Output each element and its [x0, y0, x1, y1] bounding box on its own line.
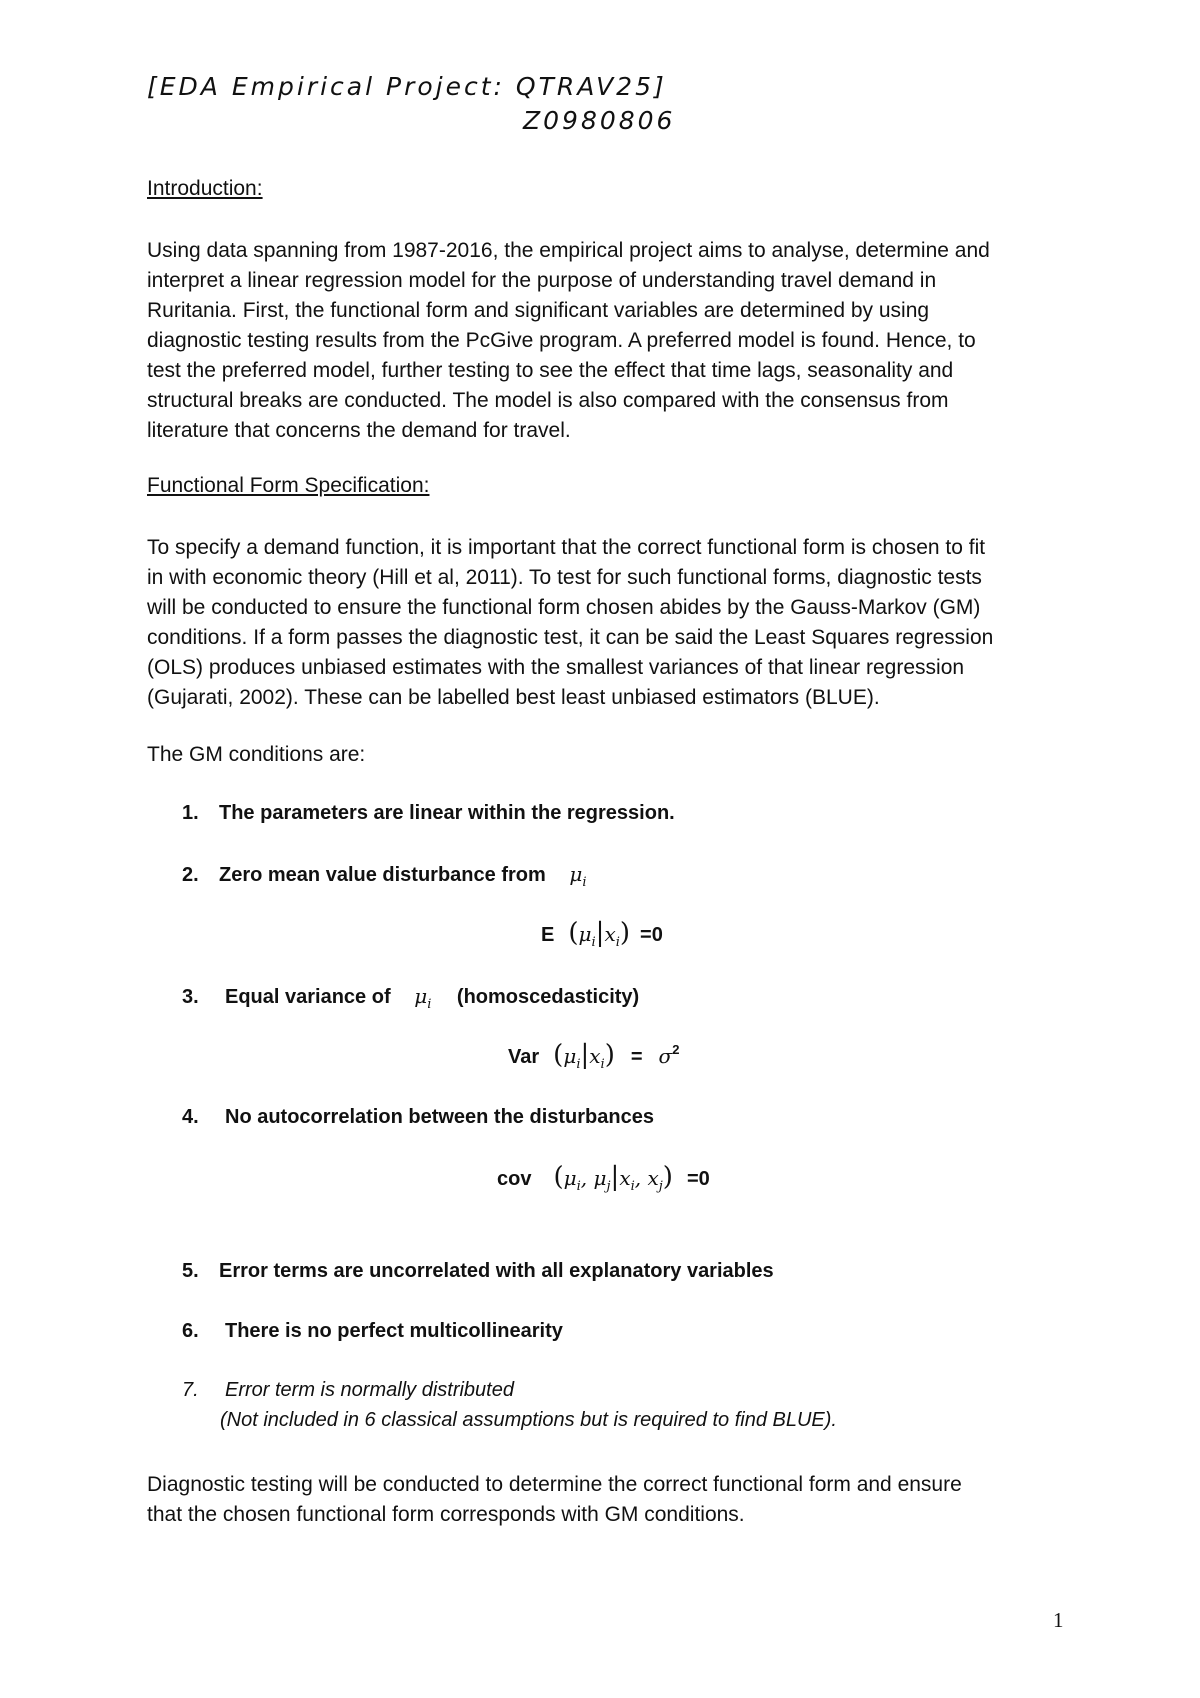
paragraph-line: diagnostic testing results from the PcGive program. A preferred model is found. Hence, to [147, 329, 976, 352]
mu-i-symbol [414, 984, 432, 1012]
condition-note: (Not included in 6 classical assumptions but is required to find BLUE). [220, 1409, 837, 1431]
functional-form-paragraph [147, 533, 1077, 713]
gm-intro [147, 740, 1077, 770]
list-number: 3. [182, 986, 199, 1008]
paragraph-line: To specify a demand function, it is important that the correct functional form is chosen to fit [147, 536, 986, 559]
no-autocorrelation-equation: cov ($\mu_i$, $\mu_j|x_i$, $x_j) =0$ [497, 1162, 710, 1194]
introduction-paragraph [147, 236, 1077, 446]
x-glyph: x [647, 1166, 659, 1190]
functional-form-heading: Functional Form Specification: [147, 474, 430, 497]
mu-glyph: μ [414, 984, 428, 1008]
list-number: 5. [182, 1260, 199, 1282]
paragraph-line: Diagnostic testing will be conducted to determine the correct functional form and ensure [147, 1473, 962, 1496]
subscript: j [606, 1179, 611, 1194]
x-glyph: x [619, 1166, 631, 1190]
document-title: [EDA Empirical Project: QTRAV25] [147, 72, 667, 101]
gm-condition-7 [182, 1379, 837, 1432]
subscript: i [576, 1179, 581, 1194]
condition-text: Error term is normally distributed [225, 1379, 514, 1401]
subscript: i [600, 1057, 605, 1072]
mu-glyph: μ [578, 922, 592, 946]
gm-condition-6 [182, 1320, 563, 1343]
mu-glyph: μ [563, 1044, 577, 1068]
condition-text: No autocorrelation between the disturbances [225, 1106, 654, 1128]
list-number: 7. [182, 1379, 199, 1401]
mu-glyph: μ [569, 862, 583, 886]
gm-condition-3 [182, 984, 639, 1012]
zero-mean-equation: E $(\mu_i|x_i) =0$ [541, 918, 663, 950]
paragraph-line: Using data spanning from 1987-2016, the empirical project aims to analyse, determine and [147, 239, 990, 262]
gm-condition-1 [182, 802, 675, 825]
paragraph-line: structural breaks are conducted. The model is also compared with the consensus from [147, 389, 949, 412]
gm-intro-text: The GM conditions are: [147, 743, 366, 766]
subscript: i [576, 1057, 581, 1072]
paragraph-line: conditions. If a form passes the diagnostic test, it can be said the Least Squares regression [147, 626, 994, 649]
superscript: 2 [672, 1042, 680, 1057]
gm-condition-5 [182, 1260, 774, 1283]
subscript: i [615, 935, 620, 950]
equation-rhs: = [630, 1046, 643, 1068]
mu-i-symbol [569, 862, 587, 890]
paragraph-line: interpret a linear regression model for the purpose of understanding travel demand in [147, 269, 937, 292]
subscript: i [591, 935, 596, 950]
paragraph-line: will be conducted to ensure the functional form chosen abides by the Gauss-Markov (GM) [147, 596, 981, 619]
paragraph-line: in with economic theory (Hill et al, 2011). To test for such functional forms, diagnostic tests [147, 566, 982, 589]
list-number: 4. [182, 1106, 199, 1128]
condition-text: The parameters are linear within the regression. [219, 802, 675, 824]
condition-suffix: (homoscedasticity) [456, 986, 640, 1008]
mu-glyph: μ [563, 1166, 577, 1190]
list-number: 2. [182, 864, 199, 886]
condition-text: Equal variance of [225, 986, 391, 1008]
subscript: i [582, 875, 587, 890]
covariance-operator: cov [497, 1168, 532, 1190]
gm-condition-4 [182, 1106, 654, 1129]
paragraph-line: that the chosen functional form corresponds with GM conditions. [147, 1503, 745, 1526]
condition-text: Zero mean value disturbance from [219, 864, 546, 886]
subscript: i [630, 1179, 635, 1194]
subscript: j [658, 1179, 663, 1194]
variance-operator: Var [508, 1046, 540, 1068]
condition-text: There is no perfect multicollinearity [225, 1320, 563, 1342]
homoscedasticity-equation: Var $(\mu_i|x_i) = \sigma^2$ [508, 1040, 680, 1072]
gm-condition-2 [182, 862, 587, 890]
sigma-glyph: σ [658, 1044, 673, 1068]
paragraph-line: literature that concerns the demand for travel. [147, 419, 571, 442]
paragraph-line: (OLS) produces unbiased estimates with the smallest variances of that linear regression [147, 656, 965, 679]
expectation-operator: E [541, 924, 555, 946]
x-glyph: x [589, 1044, 601, 1068]
student-id: Z0980806 [523, 106, 676, 135]
list-number: 1. [182, 802, 199, 824]
paragraph-line: Ruritania. First, the functional form and significant variables are determined by using [147, 299, 930, 322]
condition-text: Error terms are uncorrelated with all explanatory variables [219, 1260, 774, 1282]
conclusion-paragraph [147, 1470, 1077, 1530]
subscript: i [427, 997, 432, 1012]
mu-glyph: μ [593, 1166, 607, 1190]
paragraph-line: (Gujarati, 2002). These can be labelled best least unbiased estimators (BLUE). [147, 686, 880, 709]
x-glyph: x [604, 922, 616, 946]
page-number: 1 [1053, 1608, 1064, 1632]
list-number: 6. [182, 1320, 199, 1342]
equation-rhs: =0 [686, 1168, 710, 1190]
equation-rhs: =0 [640, 924, 663, 946]
introduction-heading: Introduction: [147, 177, 263, 200]
paragraph-line: test the preferred model, further testing to see the effect that time lags, seasonality and [147, 359, 954, 382]
